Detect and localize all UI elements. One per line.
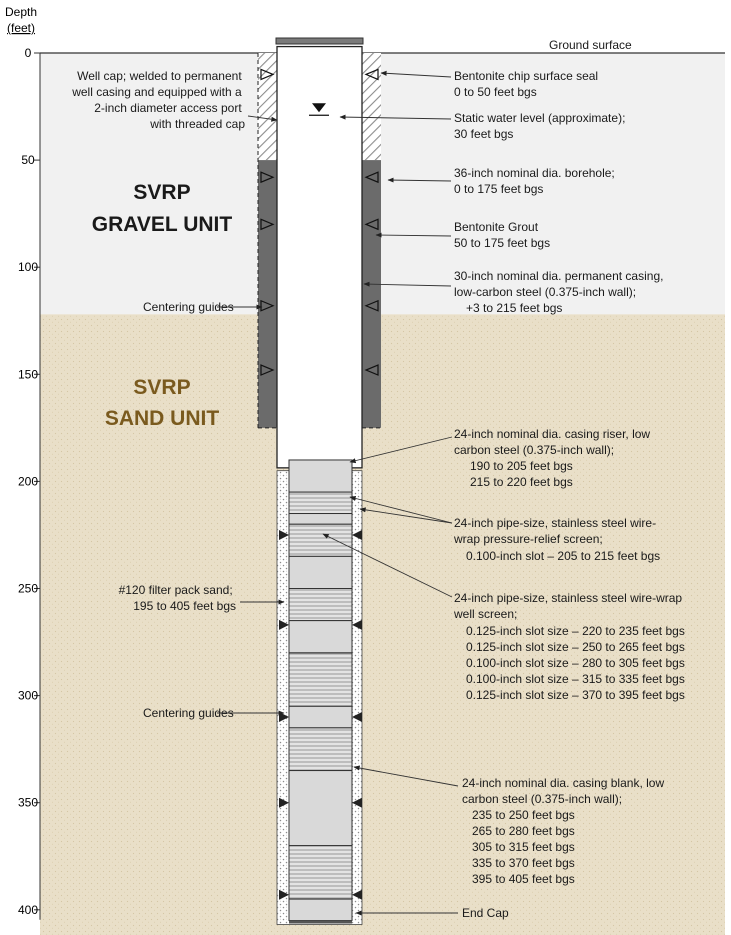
bentonite-grout — [362, 160, 381, 428]
water-level-label: Static water level (approximate); 30 feet bgs — [454, 111, 626, 141]
casing-blank-segment — [289, 621, 352, 653]
well-screen-segment — [289, 728, 352, 771]
depth-tick-label: 250 — [17, 581, 39, 596]
casing-blank-segment — [289, 556, 352, 588]
gravel-unit-label-line2: GRAVEL UNIT — [91, 213, 233, 236]
depth-tick-label: 0 — [24, 46, 32, 60]
well-screen-segment — [289, 589, 352, 621]
relief-screen-label: 24-inch pipe-size, stainless steel wire- wrap pressure-relief screen; 0.100-inch slot – 205 to 215 feet bgs — [454, 516, 661, 563]
depth-axis-ticks — [18, 46, 40, 920]
sand-unit-label-line1: SVRP — [133, 376, 191, 399]
well-screen-label: 24-inch pipe-size, stainless steel wire-wrap well screen; 0.125-inch slot size – 220 to 235 feet bgs 0.125-inch slot size – 250 to 265 feet bgs 0.100-inch slot size – 280 to 305 feet bgs 0.100-inch slot size – 315 to 335 feet bgs 0.125-inch slot size – 370 to 395 feet bgs — [454, 591, 685, 702]
depth-tick-label: 150 — [17, 367, 39, 382]
axis-title-feet: (feet) — [7, 21, 36, 35]
borehole-label: 36-inch nominal dia. borehole; 0 to 175 feet bgs — [454, 166, 615, 196]
depth-tick-label: 300 — [17, 688, 39, 703]
bentonite-grout — [258, 160, 277, 428]
casing-blank-segment — [289, 706, 352, 727]
filter-pack-label: #120 filter pack sand; 195 to 405 feet bgs — [118, 583, 236, 613]
seal-label: Bentonite chip surface seal 0 to 50 feet bgs — [454, 69, 599, 99]
grout-label: Bentonite Grout 50 to 175 feet bgs — [454, 220, 551, 250]
casing-blank-segment — [289, 771, 352, 846]
casing-riser — [289, 514, 352, 525]
well-screen-segment — [289, 653, 352, 707]
axis-title-depth: Depth — [5, 5, 38, 19]
well-screen-segment — [289, 846, 352, 900]
well-screen-segment — [289, 524, 352, 556]
depth-tick-label: 200 — [17, 474, 39, 489]
centering-guides-label-bottom: Centering guides — [143, 706, 234, 720]
depth-tick-label: 400 — [17, 902, 39, 917]
casing-blank-label: 24-inch nominal dia. casing blank, low carbon steel (0.375-inch wall); 235 to 250 feet bgs 265 to 280 feet bgs 305 to 315 feet bgs 335 to 370 feet bgs 395 to 405 feet bgs — [462, 776, 665, 886]
well-cap-label: Well cap; welded to permanent well casing and equipped with a 2-inch diameter access port with threaded cap — [72, 69, 245, 131]
end-cap-label: End Cap — [462, 906, 509, 920]
casing-blank-segment — [289, 899, 352, 920]
sand-unit-label-line2: SAND UNIT — [104, 407, 220, 430]
casing-label: 30-inch nominal dia. permanent casing, low-carbon steel (0.375-inch wall); +3 to 215 feet bgs — [454, 269, 664, 315]
ground-surface-label: Ground surface — [549, 38, 632, 52]
depth-tick-label: 350 — [17, 795, 39, 810]
pressure-relief-screen — [289, 492, 352, 513]
gravel-unit-label-line1: SVRP — [133, 181, 191, 204]
end-cap — [289, 921, 352, 924]
well-cap — [276, 38, 363, 44]
depth-tick-label: 50 — [21, 153, 35, 168]
centering-guides-label-top: Centering guides — [143, 300, 234, 314]
riser-label: 24-inch nominal dia. casing riser, low carbon steel (0.375-inch wall); 190 to 205 feet bgs 215 to 220 feet bgs — [454, 427, 651, 489]
depth-tick-label: 100 — [17, 260, 39, 275]
casing-riser — [289, 460, 352, 492]
